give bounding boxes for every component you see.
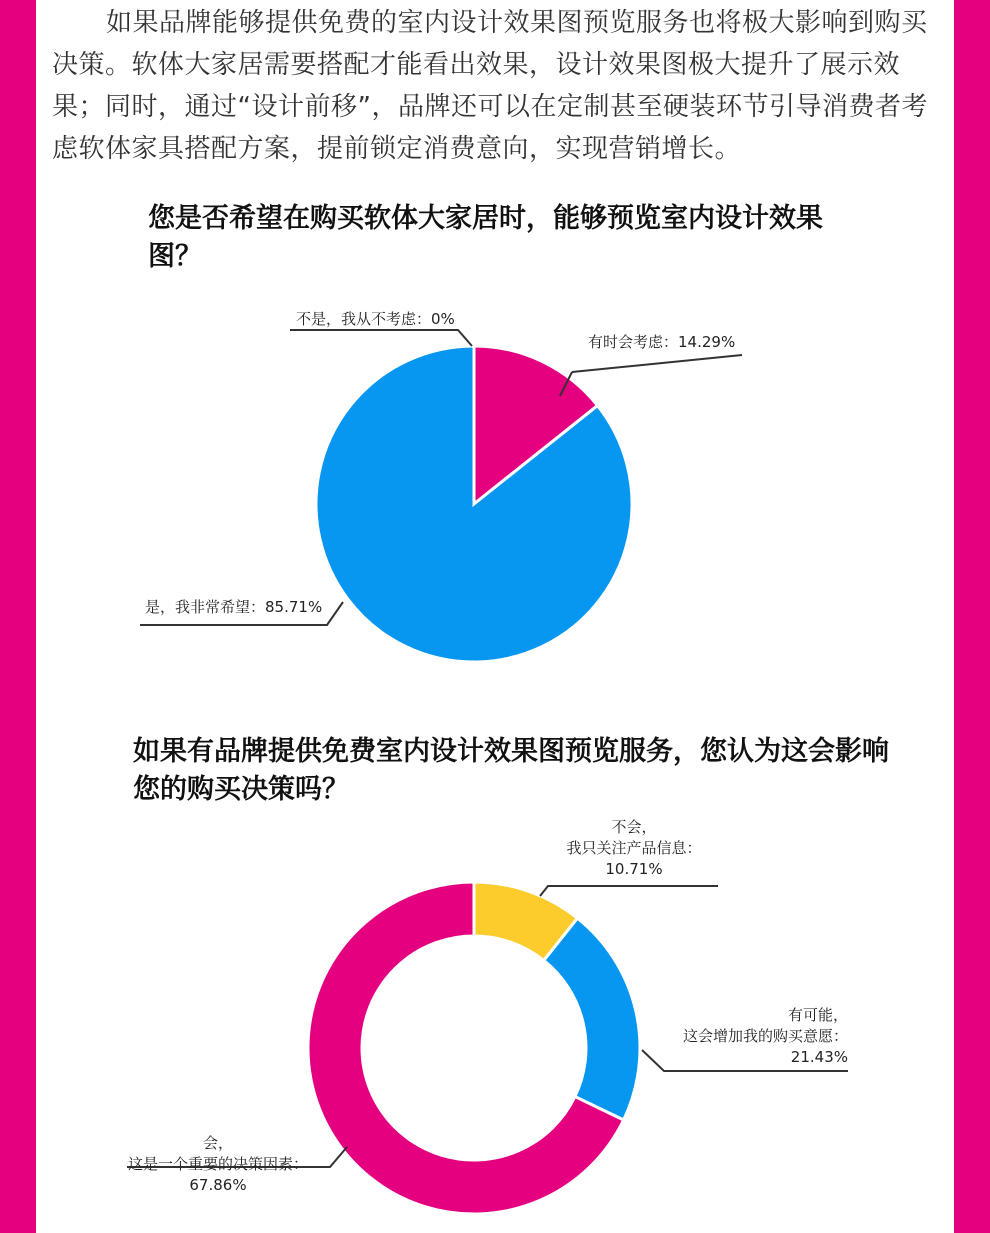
leader-line-0 <box>290 330 472 346</box>
donut-leader-0 <box>540 886 718 896</box>
donut-label-2-line-1: 这是一个重要的决策因素： <box>127 1155 309 1173</box>
donut-label-2-line-0: 会， <box>202 1134 234 1152</box>
donut-label-0-line-1: 我只关注产品信息： <box>566 839 702 857</box>
intro-paragraph: 如果品牌能够提供免费的室内设计效果图预览服务也将极大影响到购买决策。软体大家居需要搭配才能看出效果，设计效果图极大提升了展示效果；同时，通过“设计前移”，品牌还可以在定制甚至硬装环节引导消费者考虑软体家具搭配方案，提前锁定消费意向，实现营销增长。 <box>52 8 928 164</box>
chart1-pie <box>0 300 990 680</box>
chart2-title: 如果有品牌提供免费室内设计效果图预览服务，您认为这会影响您的购买决策吗？ <box>133 736 889 805</box>
donut-label-1-line-1: 这会增加我的购买意愿： <box>682 1027 848 1045</box>
leader-line-1 <box>560 355 742 396</box>
pie-label-0: 不是，我从不考虑：0% <box>296 310 455 328</box>
donut-label-1-line-2: 21.43% <box>790 1048 848 1066</box>
donut-label-0-line-2: 10.71% <box>605 860 663 878</box>
pie-label-1: 有时会考虑：14.29% <box>588 333 736 351</box>
chart1-title: 您是否希望在购买软体大家居时，能够预览室内设计效果图？ <box>148 203 823 272</box>
donut-label-2-line-2: 67.86% <box>189 1176 247 1194</box>
chart2-donut <box>0 810 990 1233</box>
donut-slice-1 <box>544 918 640 1120</box>
donut-label-1-line-0: 有可能， <box>787 1006 848 1024</box>
pie-label-2: 是，我非常希望：85.71% <box>145 598 323 616</box>
donut-label-0-line-0: 不会， <box>611 818 657 836</box>
